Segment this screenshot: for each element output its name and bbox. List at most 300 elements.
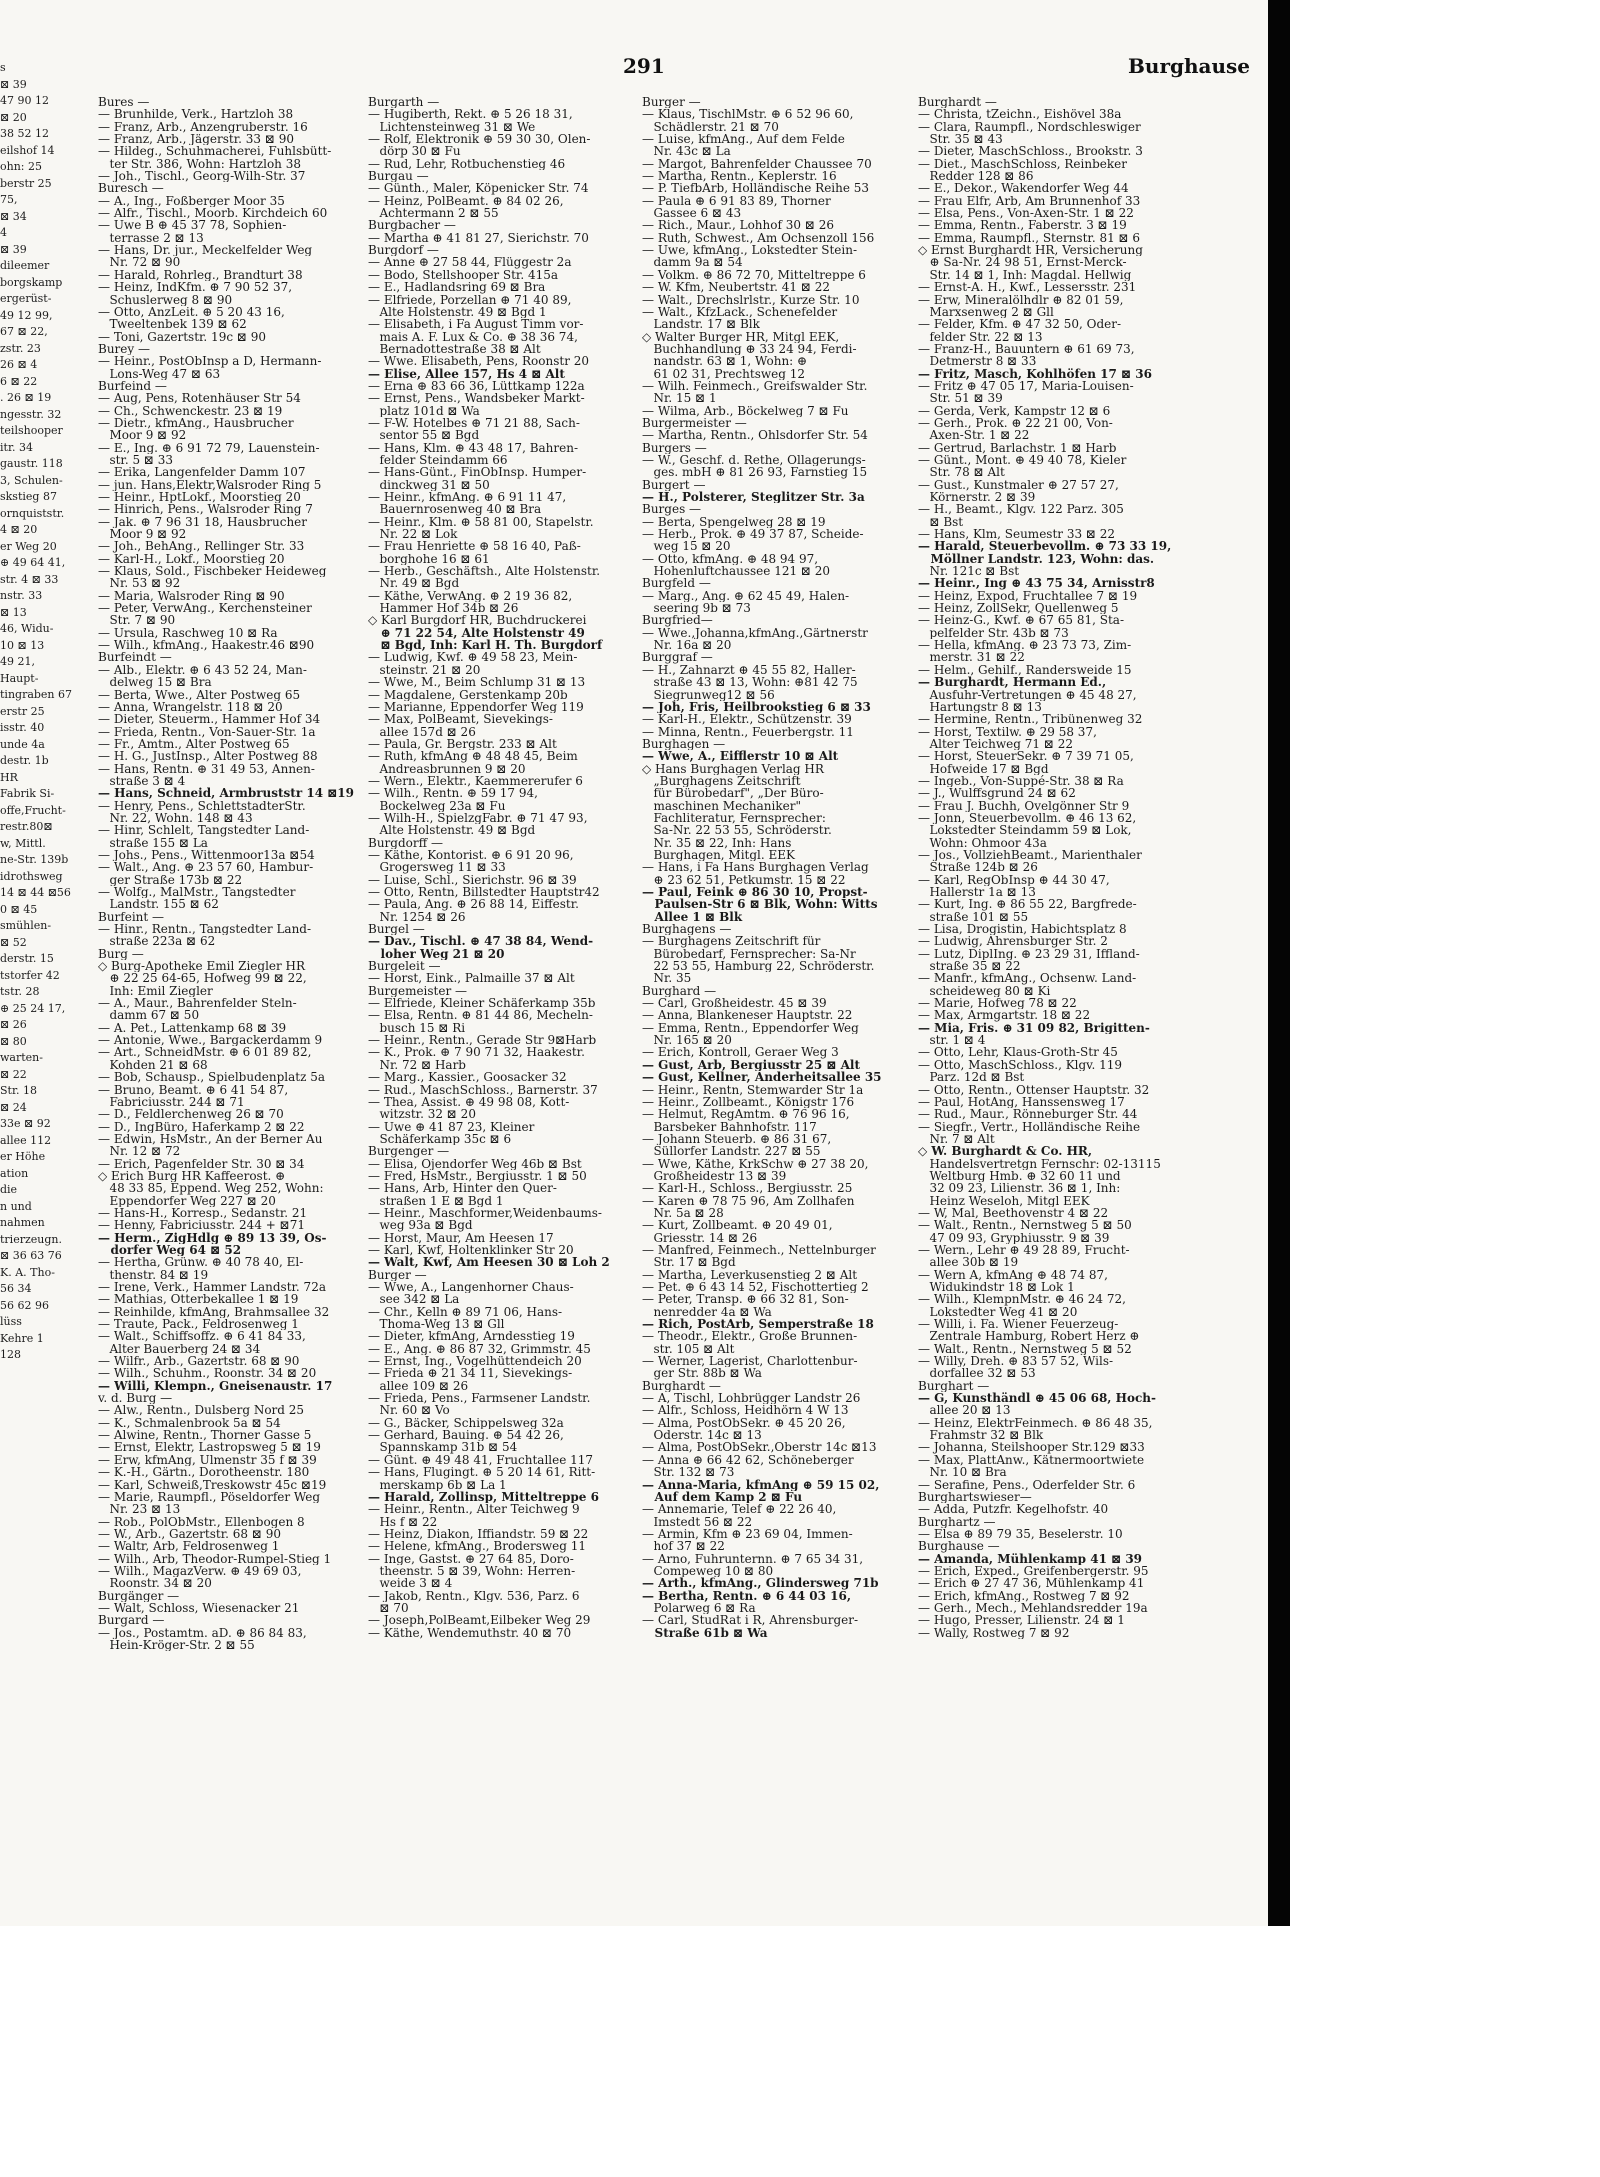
directory-line: ⊠ Bgd, Inh: Karl H. Th. Burgdorf <box>368 639 603 652</box>
strip-line: 47 90 12 <box>0 94 49 107</box>
strip-line: n und <box>0 1199 32 1213</box>
directory-line: — Alw., Rentn., Dulsberg Nord 25 <box>98 1404 305 1417</box>
directory-line: — Arth., kfmAng., Glindersweg 71b <box>642 1577 879 1590</box>
directory-line: — E., Ing. ⊕ 6 91 72 79, Lauenstein- <box>98 441 320 454</box>
strip-line: ation <box>0 1166 29 1180</box>
directory-line: — Karl, RegObInsp ⊕ 44 30 47, <box>918 873 1110 886</box>
directory-line: merskamp 6b ⊠ La 1 <box>368 1478 507 1491</box>
directory-line: seering 9b ⊠ 73 <box>642 602 751 615</box>
directory-line: — Hella, kfmAng. ⊕ 23 73 73, Zim- <box>918 639 1132 652</box>
directory-line: Polarweg 6 ⊠ Ra <box>642 1601 756 1615</box>
strip-line: 0 ⊠ 45 <box>0 902 38 916</box>
directory-line: — A. Pet., Lattenkamp 68 ⊠ 39 <box>98 1021 287 1035</box>
directory-line: ◇ W. Burghardt & Co. HR, <box>918 1145 1093 1158</box>
directory-line: — Wilh., kfmAng., Haakestr.46 ⊠90 <box>98 639 315 652</box>
directory-line: damm 9a ⊠ 54 <box>642 256 743 269</box>
directory-line: — Harald, Steuerbevollm. ⊕ 73 33 19, <box>918 540 1172 553</box>
directory-line: — Rud., Maur., Rönneburger Str. 44 <box>918 1108 1138 1121</box>
directory-line: — Marianne, Eppendorfer Weg 119 <box>368 700 584 714</box>
directory-line: — Wilh., MagazVerw. ⊕ 49 69 03, <box>98 1564 302 1578</box>
directory-line: Lokstedter Weg 41 ⊠ 20 <box>918 1305 1078 1319</box>
directory-line: Burgdorff — <box>368 836 443 849</box>
directory-line: — Wilh. Feinmech., Greifswalder Str. <box>642 379 868 393</box>
directory-line: — Heinz, PolBeamt. ⊕ 84 02 26, <box>368 194 564 208</box>
directory-line: — Antonie, Wwe., Bargackerdamm 9 <box>98 1034 323 1047</box>
directory-line: Burgenger — <box>368 1145 450 1158</box>
directory-line: Straße 124b ⊠ 26 <box>918 861 1038 874</box>
directory-line: Nr. 15 ⊠ 1 <box>642 392 717 405</box>
directory-line: — Willi, Klempn., Gneisenaustr. 17 <box>98 1379 333 1393</box>
directory-line: — Harald, Zollinsp, Mitteltreppe 6 <box>368 1490 599 1504</box>
directory-line: Redder 128 ⊠ 86 <box>918 170 1034 183</box>
directory-line: — Heinr., Maschformer,Weidenbaums- <box>368 1206 602 1220</box>
directory-line: sentor 55 ⊠ Bgd <box>368 429 480 442</box>
directory-line: — Karl-H., Elektr., Schützenstr. 39 <box>642 713 852 726</box>
directory-line: — Christa, tZeichn., Eishövel 38a <box>918 108 1122 121</box>
directory-line: Bures — <box>98 96 150 109</box>
directory-line: — Otto, AnzLeit. ⊕ 5 20 43 16, <box>98 305 285 319</box>
directory-line: — Paul, HotAng, Hanssensweg 17 <box>918 1095 1125 1109</box>
directory-line: Landstr. 155 ⊠ 62 <box>98 898 219 911</box>
directory-line: Alter Teichweg 71 ⊠ 22 <box>918 737 1073 751</box>
directory-line: — Fr., Amtm., Alter Postweg 65 <box>98 737 290 751</box>
directory-line: straße 43 ⊠ 13, Wohn: ⊕81 42 75 <box>642 676 858 689</box>
directory-line: Nr. 23 ⊠ 13 <box>98 1503 181 1516</box>
directory-line: — Max, PlattAnw., Kätnermoortwiete <box>918 1453 1145 1467</box>
directory-line: merstr. 31 ⊠ 22 <box>918 651 1025 664</box>
directory-line: — Rob., PolObMstr., Ellenbogen 8 <box>98 1515 305 1528</box>
directory-line: — Walt., Rentn., Nernstweg 5 ⊠ 50 <box>918 1219 1132 1232</box>
directory-line: — Diet., MaschSchloss, Reinbeker <box>918 157 1127 171</box>
directory-line: ◇ Hans Burghagen Verlag HR <box>642 762 824 775</box>
directory-line: — Horst, Textilw. ⊕ 29 58 37, <box>918 725 1097 738</box>
directory-line: — Johanna, Steilshooper Str.129 ⊠33 <box>918 1441 1145 1454</box>
directory-line: — Frau Elfr, Arb, Am Brunnenhof 33 <box>918 194 1141 208</box>
directory-line: — Toni, Gazertstr. 19c ⊠ 90 <box>98 330 266 343</box>
directory-line: — Alwine, Rentn., Thorner Gasse 5 <box>98 1429 312 1442</box>
directory-line: Möllner Landstr. 123, Wohn: das. <box>918 552 1155 566</box>
directory-line: Grogersweg 11 ⊠ 33 <box>368 861 506 874</box>
directory-line: — Elfriede, Kleiner Schäferkamp 35b <box>368 997 596 1010</box>
directory-line: ⊕ Sa-Nr. 24 98 51, Ernst-Merck- <box>918 256 1127 269</box>
directory-line: — Wilh., KlempnMstr. ⊕ 46 24 72, <box>918 1293 1126 1306</box>
directory-line: — Paul, Feink ⊕ 86 30 10, Propst- <box>642 886 868 899</box>
directory-line: Burfeint — <box>98 910 165 924</box>
directory-line: — Gerh., Mech., Mehlandsredder 19a <box>918 1601 1148 1615</box>
directory-line: Bauernrosenweg 40 ⊠ Bra <box>368 503 542 516</box>
directory-line: loher Weg 21 ⊠ 20 <box>368 947 505 961</box>
directory-line: Burgfried— <box>642 614 713 627</box>
strip-line: restr.80⊠ <box>0 820 53 833</box>
directory-line: — Käthe, Wendemuthstr. 40 ⊠ 70 <box>368 1626 572 1639</box>
directory-line: — Walt., KfzLack., Schenefelder <box>642 305 838 319</box>
directory-line: ⊠ Bst <box>918 515 964 529</box>
directory-line: — Wolfg., MalMstr., Tangstedter <box>98 886 296 899</box>
strip-line: 56 34 <box>0 1282 32 1295</box>
directory-line: — Klaus, Sold., Fischbeker Heideweg <box>98 565 327 578</box>
directory-line: ⊕ 23 62 51, Petkumstr. 15 ⊠ 22 <box>642 873 846 886</box>
directory-line: — Erna ⊕ 83 66 36, Lüttkamp 122a <box>368 379 585 393</box>
directory-line: dorfallee 32 ⊠ 53 <box>918 1367 1036 1380</box>
directory-line: — Gust, Arb, Bergiusstr 25 ⊠ Alt <box>642 1058 861 1072</box>
directory-line: — Hans, Dr. jur., Meckelfelder Weg <box>98 244 313 257</box>
directory-line: Hein-Kröger-Str. 2 ⊠ 55 <box>98 1638 255 1652</box>
directory-line: — Helmut, RegAmtm. ⊕ 76 96 16, <box>642 1108 850 1121</box>
directory-line: — Bodo, Stellshooper Str. 415a <box>368 268 559 282</box>
directory-line: Burgau — <box>368 170 429 183</box>
directory-line: theenstr. 5 ⊠ 39, Wohn: Herren- <box>368 1564 576 1578</box>
directory-line: — Marg., Ang. ⊕ 62 45 49, Halen- <box>642 589 850 603</box>
directory-line: — Heinz, Diakon, Iffiandstr. 59 ⊠ 22 <box>368 1527 589 1541</box>
directory-line: Burgdorf — <box>368 244 439 257</box>
directory-line: Hallerstr 1a ⊠ 13 <box>918 886 1036 899</box>
directory-line: — Dieter, Steuerm., Hammer Hof 34 <box>98 713 321 726</box>
directory-line: — P. TiefbArb, Holländische Reihe 53 <box>642 182 870 195</box>
directory-line: Burgard — <box>98 1614 165 1627</box>
directory-line: — F-W. Hotelbes ⊕ 71 21 88, Sach- <box>368 416 580 430</box>
directory-line: ger Str. 88b ⊠ Wa <box>642 1367 762 1380</box>
directory-line: — Günth., Maler, Köpenicker Str. 74 <box>368 182 589 195</box>
directory-line: — Gertrud, Barlachstr. 1 ⊠ Harb <box>918 441 1117 454</box>
directory-line: — Aug, Pens, Rotenhäuser Str 54 <box>98 392 301 405</box>
directory-line: Moor 9 ⊠ 92 <box>98 528 187 541</box>
directory-line: — K., Prok. ⊕ 7 90 71 32, Haakestr. <box>368 1046 585 1059</box>
directory-line: Burgermeister — <box>642 416 747 430</box>
directory-line: allee 157d ⊠ 26 <box>368 725 476 738</box>
directory-line: — W, Mal, Beethovenstr 4 ⊠ 22 <box>918 1206 1109 1220</box>
directory-line: — Elisabeth, i Fa August Timm vor- <box>368 318 584 331</box>
directory-line: — Jakob, Rentn., Klgv. 536, Parz. 6 <box>368 1589 580 1602</box>
strip-line: ⊠ 39 <box>0 77 27 91</box>
directory-line: — Erw, Mineralölhdlr ⊕ 82 01 59, <box>918 293 1124 306</box>
directory-line: — G., Bäcker, Schippelsweg 32a <box>368 1416 564 1430</box>
directory-line: Spannskamp 31b ⊠ 54 <box>368 1441 518 1454</box>
directory-line: — Martha ⊕ 41 81 27, Sierichstr. 70 <box>368 231 589 245</box>
strip-line: 56 62 96 <box>0 1298 49 1312</box>
directory-line: — Erich, Kontroll, Geraer Weg 3 <box>642 1046 839 1059</box>
directory-line: — Günt. ⊕ 49 48 41, Fruchtallee 117 <box>368 1453 594 1467</box>
directory-line: Schuslerweg 8 ⊠ 90 <box>98 293 233 306</box>
directory-line: ◇ Erich Burg HR Kaffeerost. ⊕ <box>98 1169 286 1183</box>
directory-line: — Hinrich, Pens., Walsroder Ring 7 <box>98 503 313 516</box>
directory-line: Wohn: Ohmoor 43a <box>918 836 1047 849</box>
directory-line: — Anna-Maria, kfmAng ⊕ 59 15 02, <box>642 1478 880 1491</box>
directory-line: — Wwe, M., Beim Schlump 31 ⊠ 13 <box>368 676 586 689</box>
page-number: 291 <box>623 54 665 78</box>
strip-line: eilshof 14 <box>0 143 55 157</box>
directory-line: ges. mbH ⊕ 81 26 93, Farnstieg 15 <box>642 466 868 479</box>
directory-line: — Uwe ⊕ 41 87 23, Kleiner <box>368 1120 535 1133</box>
directory-line: ◇ Ernst Burghardt HR, Versicherung <box>918 244 1143 257</box>
directory-line: — Karen ⊕ 78 75 96, Am Zollhafen <box>642 1194 855 1207</box>
directory-line: — Käthe, Kontorist. ⊕ 6 91 20 96, <box>368 848 574 862</box>
directory-line: Burghard — <box>642 984 717 998</box>
directory-line: see 342 ⊠ La <box>368 1293 460 1306</box>
directory-line: Burgert — <box>642 478 706 491</box>
directory-line: — Henry, Pens., SchlettstadterStr. <box>98 799 306 812</box>
directory-line: — Elfriede, Porzellan ⊕ 71 40 89, <box>368 293 572 306</box>
directory-line: Handelsvertretgn Fernschr: 02-13115 <box>918 1157 1161 1170</box>
directory-line: — Wwe, Käthe, KrkSchw ⊕ 27 38 20, <box>642 1157 869 1170</box>
directory-line: — Wilh., Rentn. ⊕ 59 17 94, <box>368 787 538 800</box>
strip-line: ngesstr. 32 <box>0 407 62 421</box>
directory-line: — Inge, Gastst. ⊕ 27 64 85, Doro- <box>368 1552 574 1565</box>
directory-line: — Peter, VerwAng., Kerchensteiner <box>98 602 312 615</box>
directory-line: — H. G., JustInsp., Alter Postweg 88 <box>98 750 318 763</box>
directory-line: — Brunhilde, Verk., Hartzloh 38 <box>98 108 294 121</box>
directory-line: str. 1 ⊠ 4 <box>918 1034 986 1047</box>
directory-line: — Hans, i Fa Hans Burghagen Verlag <box>642 861 869 874</box>
directory-line: delweg 15 ⊠ Bra <box>98 676 212 689</box>
strip-line: 49 21, <box>0 655 35 668</box>
directory-line: — Erw, kfmAng, Ulmenstr 35 f ⊠ 39 <box>98 1453 317 1467</box>
strip-line: HR <box>0 770 18 784</box>
strip-line: teilshooper <box>0 424 63 437</box>
directory-line: Nr. 22, Wohn. 148 ⊠ 43 <box>98 811 253 825</box>
strip-line: 10 ⊠ 13 <box>0 638 45 652</box>
directory-line: Alte Holstenstr. 49 ⊠ Bgd 1 <box>368 305 547 319</box>
strip-line: ⊠ 20 <box>0 110 27 124</box>
directory-line: — Volkm. ⊕ 86 72 70, Mitteltreppe 6 <box>642 268 866 282</box>
directory-line: Buchhandlung ⊕ 33 24 94, Ferdi- <box>642 342 857 356</box>
directory-line: — Fred, HsMstr., Bergiusstr. 1 ⊠ 50 <box>368 1169 587 1183</box>
directory-line: Nr. 49 ⊠ Bgd <box>368 577 460 590</box>
directory-line: Lokstedter Steindamm 59 ⊠ Lok, <box>918 824 1132 837</box>
directory-line: — Art., SchneidMstr. ⊕ 6 01 89 82, <box>98 1046 312 1059</box>
directory-line: — H., Beamt., Klgv. 122 Parz. 305 <box>918 503 1124 516</box>
directory-line: — Lutz, DiplIng. ⊕ 23 29 31, Iffland- <box>918 947 1140 961</box>
directory-line: — Horst, Eink., Palmaille 37 ⊠ Alt <box>368 972 575 985</box>
directory-line: — Karl, Schweiß,Treskowstr 45c ⊠19 <box>98 1478 327 1491</box>
directory-line: — Werner, Lagerist, Charlottenbur- <box>642 1355 858 1368</box>
strip-line: 3, Schulen- <box>0 473 63 487</box>
directory-line: Burghardt — <box>642 1379 721 1393</box>
running-head: Burghause <box>1128 54 1250 78</box>
directory-line: — Burghagens Zeitschrift für <box>642 935 821 948</box>
directory-line: — Hugiberth, Rekt. ⊕ 5 26 18 31, <box>368 108 573 121</box>
directory-line: ◇ Karl Burgdorf HR, Buchdruckerei <box>368 614 587 627</box>
directory-line: — Alb., Elektr. ⊕ 6 43 52 24, Man- <box>98 663 307 677</box>
directory-line: — Heinz, IndKfm. ⊕ 7 90 52 37, <box>98 281 293 294</box>
directory-line: — Hugo, Presser, Lilienstr. 24 ⊠ 1 <box>918 1614 1125 1627</box>
directory-line: mais A. F. Lux & Co. ⊕ 38 36 74, <box>368 330 578 343</box>
directory-line: Barsbeker Bahnhofstr. 117 <box>642 1120 817 1133</box>
directory-line: — H., Polsterer, Steglitzer Str. 3a <box>642 491 865 504</box>
strip-line: 38 52 12 <box>0 127 49 140</box>
directory-line: — Heinz, ElektrFeinmech. ⊕ 86 48 35, <box>918 1416 1153 1430</box>
directory-line: weg 93a ⊠ Bgd <box>368 1219 473 1232</box>
directory-line: ◇ Burg-Apotheke Emil Ziegler HR <box>98 960 306 973</box>
directory-line: Straße 61b ⊠ Wa <box>642 1626 768 1639</box>
strip-line: 33e ⊠ 92 <box>0 1117 51 1130</box>
directory-line: Burghart — <box>918 1379 990 1393</box>
directory-line: Burghardt — <box>918 96 997 109</box>
directory-line: — Alma, PostObSekr.,Oberstr 14c ⊠13 <box>642 1441 877 1454</box>
directory-column-3 <box>642 96 904 1639</box>
directory-line: Str. 17 ⊠ Bgd <box>642 1256 736 1269</box>
directory-line: — Wwe.,Johanna,kfmAng.,Gärtnerstr <box>642 626 868 640</box>
strip-line: derstr. 15 <box>0 952 54 965</box>
directory-line: — Annemarie, Telef ⊕ 22 26 40, <box>642 1503 837 1516</box>
directory-line: — Kurt, Zollbeamt. ⊕ 20 49 01, <box>642 1219 833 1232</box>
directory-line: — Helm., Gehilf., Randersweide 15 <box>918 663 1132 677</box>
directory-line: Burgemeister — <box>368 984 468 998</box>
directory-line: — Henny, Fabriciusstr. 244 + ⊠71 <box>98 1219 305 1232</box>
strip-line: ⊠ 36 63 76 <box>0 1249 62 1262</box>
directory-line: — Helene, kfmAng., Broderswеg 11 <box>368 1540 586 1553</box>
strip-line: ⊠ 13 <box>0 605 27 619</box>
directory-line: — Hans, Klm, Seumestr 33 ⊠ 22 <box>918 528 1116 541</box>
directory-line: Oderstr. 14c ⊠ 13 <box>642 1429 762 1442</box>
directory-line: — K., Schmalenbrook 5a ⊠ 54 <box>98 1416 281 1430</box>
directory-line: — D., IngBüro, Haferkamp 2 ⊠ 22 <box>98 1120 305 1133</box>
directory-line: straße 3 ⊠ 4 <box>98 774 186 788</box>
directory-line: Hs f ⊠ 22 <box>368 1515 438 1528</box>
directory-line: — Bruno, Beamt. ⊕ 6 41 54 87, <box>98 1083 289 1096</box>
strip-line: ornquiststr. <box>0 506 65 520</box>
directory-line: — Anna, Wrangelstr. 118 ⊠ 20 <box>98 700 283 714</box>
strip-line: berstr 25 <box>0 176 52 190</box>
directory-line: Imstedt 56 ⊠ 22 <box>642 1515 753 1528</box>
directory-line: Griesstr. 14 ⊠ 26 <box>642 1231 758 1244</box>
directory-line: — Heinr., Rentn., Gerade Str 9⊠Harb <box>368 1034 597 1047</box>
directory-column-1 <box>98 96 360 1651</box>
directory-line: Heinz Weseloh, Mitgl EEK <box>918 1194 1090 1207</box>
directory-line: Fabriciusstr. 244 ⊠ 71 <box>98 1095 245 1109</box>
directory-line: — Magdalene, Gerstenkamp 20b <box>368 688 568 701</box>
directory-line: — Elsa, Rentn. ⊕ 81 44 86, Mecheln- <box>368 1009 593 1022</box>
directory-line: Parz. 12d ⊠ Bst <box>918 1071 1025 1084</box>
strip-line: gaustr. 118 <box>0 457 63 470</box>
strip-line: offe,Frucht- <box>0 803 66 817</box>
strip-line: borgskamp <box>0 275 63 289</box>
directory-line: felder Steindamm 66 <box>368 453 508 467</box>
directory-line: — Walt., Rentn., Nernstweg 5 ⊠ 52 <box>918 1342 1132 1356</box>
directory-line: maschinen Mechaniker" <box>642 799 801 812</box>
directory-line: 32 09 23, Lilienstr. 36 ⊠ 1, Inh: <box>918 1182 1121 1195</box>
directory-line: — Heinz, ZollSekr, Quellenweg 5 <box>918 602 1119 615</box>
strip-line: 4 <box>0 226 7 239</box>
directory-line: — Manfred, Feinmech., Nettelnburger <box>642 1243 876 1257</box>
directory-line: Weltburg Hmb. ⊕ 32 60 11 und <box>918 1169 1121 1183</box>
directory-line: — Anne ⊕ 27 58 44, Flüggestr 2a <box>368 256 572 269</box>
directory-line: — Serafine, Pens., Oderfelder Str. 6 <box>918 1478 1136 1491</box>
directory-line: Burger — <box>642 96 701 109</box>
directory-line: — Ruth, kfmAng ⊕ 48 48 45, Beim <box>368 750 578 763</box>
directory-line: — A., Maur., Bahrenfelder Steln- <box>98 997 297 1010</box>
directory-line: Burfeind — <box>98 379 167 393</box>
directory-line: — K.-H., Gärtn., Dorotheenstr. 180 <box>98 1466 310 1479</box>
directory-line: Siegrunweg12 ⊠ 56 <box>642 688 775 701</box>
directory-line: Nr. 35 <box>642 972 692 985</box>
strip-line: 4 ⊠ 20 <box>0 523 38 536</box>
strip-line: 128 <box>0 1348 21 1361</box>
directory-line: Nr. 16a ⊠ 20 <box>642 639 732 652</box>
directory-line: Nr. 22 ⊠ Lok <box>368 528 458 541</box>
directory-line: Allee 1 ⊠ Blk <box>642 910 743 924</box>
strip-line: warten- <box>0 1051 43 1064</box>
directory-line: — Adda, Putzfr. Kegelhofstr. 40 <box>918 1503 1109 1516</box>
directory-line: — Manfr., kfmAng., Ochsenw. Land- <box>918 972 1137 985</box>
directory-line: — Dieter, kfmAng, Arndesstieg 19 <box>368 1330 575 1343</box>
strip-line: ⊠ 34 <box>0 209 27 223</box>
strip-line: 49 12 99, <box>0 308 53 322</box>
directory-line: — Anna ⊕ 66 42 62, Schöneberger <box>642 1453 854 1467</box>
strip-line: str. 4 ⊠ 33 <box>0 572 59 586</box>
directory-line: dorfer Weg 64 ⊠ 52 <box>98 1243 242 1257</box>
directory-line: — Heinz, Expod, Fruchtallee 7 ⊠ 19 <box>918 589 1138 603</box>
directory-line: — W., Arb., Gazertstr. 68 ⊠ 90 <box>98 1527 281 1541</box>
directory-line: — Marie, Hofweg 78 ⊠ 22 <box>918 997 1077 1010</box>
directory-line: — G, Kunsthändl ⊕ 45 06 68, Hoch- <box>918 1392 1157 1405</box>
directory-line: — Ernst, Ing., Vogelhüttendeich 20 <box>368 1355 582 1368</box>
directory-line: — Jos., Postamtm. aD. ⊕ 86 84 83, <box>98 1626 307 1639</box>
directory-line: — H., Zahnarzt ⊕ 45 55 82, Haller- <box>642 663 856 677</box>
directory-line: — Karl-H., Schloss., Bergiusstr. 25 <box>642 1182 853 1195</box>
directory-line: — Wilh-H., SpielzgFabr. ⊕ 71 47 93, <box>368 811 588 825</box>
directory-line: — Horst, SteuerSekr. ⊕ 7 39 71 05, <box>918 750 1134 763</box>
directory-line: Burger — <box>368 1268 427 1281</box>
directory-line: — Otto, MaschSchloss., Klgv. 119 <box>918 1058 1123 1072</box>
directory-line: — D., Feldlerchenweg 26 ⊠ 70 <box>98 1108 284 1121</box>
directory-line: — Heinr., Zollbeamt., Königstr 176 <box>642 1095 855 1109</box>
directory-line: scheideweg 80 ⊠ Ki <box>918 984 1051 998</box>
strip-line: unde 4a <box>0 737 45 751</box>
directory-line: Zentrale Hamburg, Robert Herz ⊕ <box>918 1330 1140 1343</box>
directory-line: — Heinr., Rentn., Alter Teichweg 9 <box>368 1503 580 1516</box>
directory-line: — Max, PolBeamt, Sievekings- <box>368 713 553 726</box>
directory-line: — Frieda ⊕ 21 34 11, Sievekings- <box>368 1367 573 1380</box>
directory-line: — Ernst, Pens., Wandsbeker Markt- <box>368 392 585 405</box>
directory-line: — Wilma, Arb., Böckelweg 7 ⊠ Fu <box>642 404 849 417</box>
directory-line: straße 101 ⊠ 55 <box>918 910 1029 924</box>
strip-line: 26 ⊠ 4 <box>0 358 38 371</box>
directory-line: — Heinr., PostObInsp a D, Hermann- <box>98 355 322 368</box>
directory-line: Burgfeld — <box>642 577 711 590</box>
directory-line: — Fritz, Masch, Kohlhöfen 17 ⊠ 36 <box>918 367 1152 380</box>
directory-line: — Minna, Rentn., Feuerbergstr. 11 <box>642 725 854 738</box>
directory-line: — Hermine, Rentn., Tribünenweg 32 <box>918 713 1143 726</box>
directory-line: Compeweg 10 ⊠ 80 <box>642 1564 774 1578</box>
directory-line: — Peter, Transp. ⊕ 66 32 81, Son- <box>642 1293 849 1306</box>
directory-line: — Herm., ZigHdlg ⊕ 89 13 39, Os- <box>98 1231 327 1244</box>
directory-line: Hartungstr 8 ⊠ 13 <box>918 700 1042 714</box>
directory-line: dinckweg 31 ⊠ 50 <box>368 478 490 491</box>
directory-line: Burghagens — <box>642 923 732 936</box>
directory-line: ger Straße 173b ⊠ 22 <box>98 873 243 886</box>
directory-line: — Elsa, Pens., Von-Axen-Str. 1 ⊠ 22 <box>918 207 1134 220</box>
directory-line: Str. 7 ⊠ 90 <box>98 614 176 627</box>
directory-line: — Heinr., kfmAng. ⊕ 6 91 11 47, <box>368 491 567 504</box>
directory-line: nenredder 4a ⊠ Wa <box>642 1305 772 1319</box>
directory-line: — Ingeb., Von-Suppé-Str. 38 ⊠ Ra <box>918 774 1124 788</box>
directory-line: — Joh, Fris, Heilbrookstieg 6 ⊠ 33 <box>642 700 871 714</box>
strip-line: ⊠ 26 <box>0 1018 27 1031</box>
directory-line: Axen-Str. 1 ⊠ 22 <box>918 429 1030 442</box>
directory-line: Burghause — <box>918 1540 1000 1553</box>
directory-line: Burgeleit — <box>368 960 441 973</box>
strip-line: w, Mittl. <box>0 836 46 850</box>
directory-line: Burgarth — <box>368 96 440 109</box>
directory-line: — Marie, Raumpfl., Pöseldorfer Weg <box>98 1490 321 1504</box>
directory-line: — Gust, Kellner, Anderheitsallee 35 <box>642 1071 882 1084</box>
directory-line: Nr. 10 ⊠ Bra <box>918 1466 1007 1479</box>
directory-line: — Erika, Langenfelder Damm 107 <box>98 466 306 479</box>
directory-line: — E., Hadlandsring 69 ⊠ Bra <box>368 281 546 294</box>
strip-line: . 26 ⊠ 19 <box>0 391 52 404</box>
directory-line: Ausfuhr-Vertretungen ⊕ 45 48 27, <box>918 688 1137 701</box>
directory-line: — Willy, Dreh. ⊕ 83 57 52, Wils- <box>918 1355 1114 1368</box>
